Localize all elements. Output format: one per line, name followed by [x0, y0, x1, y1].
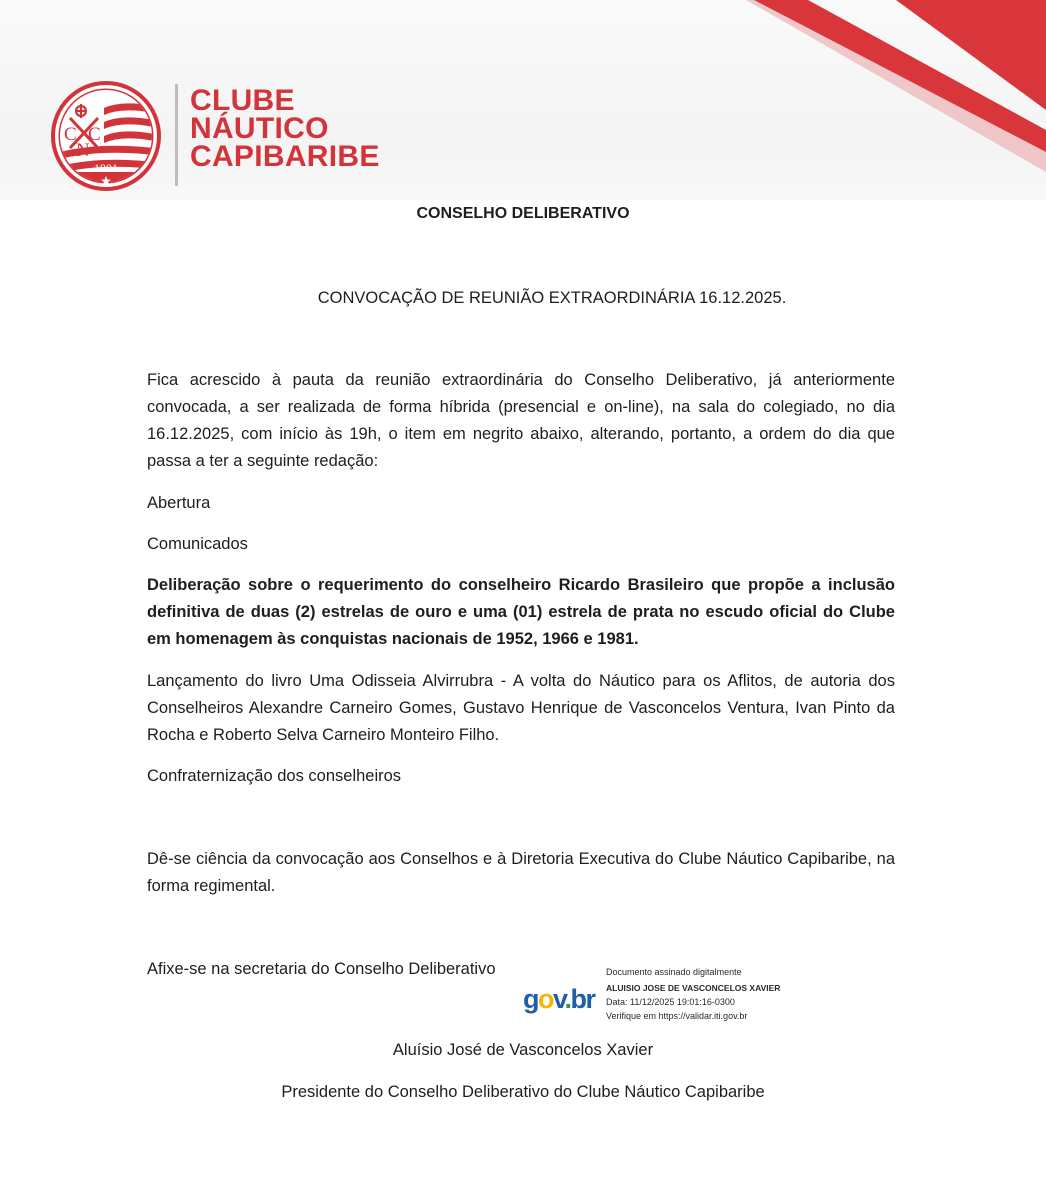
crest-year: 1901 — [94, 161, 118, 175]
agenda-item-deliberation: Deliberação sobre o requerimento do conselheiro Ricardo Brasileiro que propõe a inclusão definitiva de duas (2) estrelas de ouro e uma (01) estrela de prata no escudo oficial do Clube em homenagem às conquistas nacionais de 1952, 1966 e 1981. — [147, 576, 895, 648]
intro-paragraph: Fica acrescido à pauta da reunião extraordinária do Conselho Deliberativo, já anteriormente convocada, a ser realizada de forma híbrida (presencial e on-line), na sala do colegiado, no dia 16.12.2025, com início às 19h, o item em negrito abaixo, alterando, portanto, a ordem do dia que passa a ter a seguinte redação: — [147, 371, 895, 470]
wordmark-line-1: CLUBE — [190, 84, 295, 117]
crest-letter-left: C — [64, 124, 77, 145]
club-crest-icon — [50, 80, 162, 192]
signature-details — [606, 965, 780, 1023]
digital-signature-stamp — [523, 962, 803, 1024]
agenda-item-opening: Abertura — [147, 494, 211, 512]
signature-heading: Documento assinado digitalmente — [606, 967, 742, 977]
signer-name: Aluísio José de Vasconcelos Xavier — [392, 1041, 654, 1059]
notice-paragraph: Dê-se ciência da convocação aos Conselhos e à Diretoria Executiva do Clube Náutico Capibaribe, na forma regimental. — [147, 850, 895, 895]
crest-letter-center: N — [76, 140, 90, 161]
crest-letter-right: C — [88, 124, 101, 145]
wordmark-line-3: CAPIBARIBE — [190, 140, 380, 173]
signature-name: ALUISIO JOSE DE VASCONCELOS XAVIER — [606, 983, 781, 993]
corner-stripes-decoration — [746, 0, 1046, 200]
agenda-item-fellowship: Confraternização dos conselheiros — [147, 767, 402, 785]
agenda-item-book-launch: Lançamento do livro Uma Odisseia Alvirrubra - A volta do Náutico para os Aflitos, de autoria dos Conselheiros Alexandre Carneiro Gomes, Gustavo Henrique de Vasconcelos Ventura, Ivan Pinto da Rocha e Roberto Selva Carneiro Monteiro Filho. — [147, 672, 895, 744]
signer-role: Presidente do Conselho Deliberativo do Clube Náutico Capibaribe — [281, 1083, 765, 1101]
logo-divider — [175, 84, 178, 186]
notice-title: CONVOCAÇÃO DE REUNIÃO EXTRAORDINÁRIA 16.12.2025. — [317, 289, 787, 307]
wordmark-line-2: NÁUTICO — [190, 112, 329, 145]
signature-verify-link[interactable]: Verifique em https://validar.iti.gov.br — [606, 1011, 748, 1021]
club-wordmark — [190, 84, 380, 173]
agenda-item-announcements: Comunicados — [147, 535, 248, 553]
posting-note: Afixe-se na secretaria do Conselho Deliberativo — [147, 960, 496, 978]
svg-text:gov.br: gov.br — [523, 984, 595, 1014]
council-title: CONSELHO DELIBERATIVO — [416, 205, 630, 222]
govbr-logo — [523, 980, 603, 1016]
signature-date: Data: 11/12/2025 19:01:16-0300 — [606, 997, 735, 1007]
